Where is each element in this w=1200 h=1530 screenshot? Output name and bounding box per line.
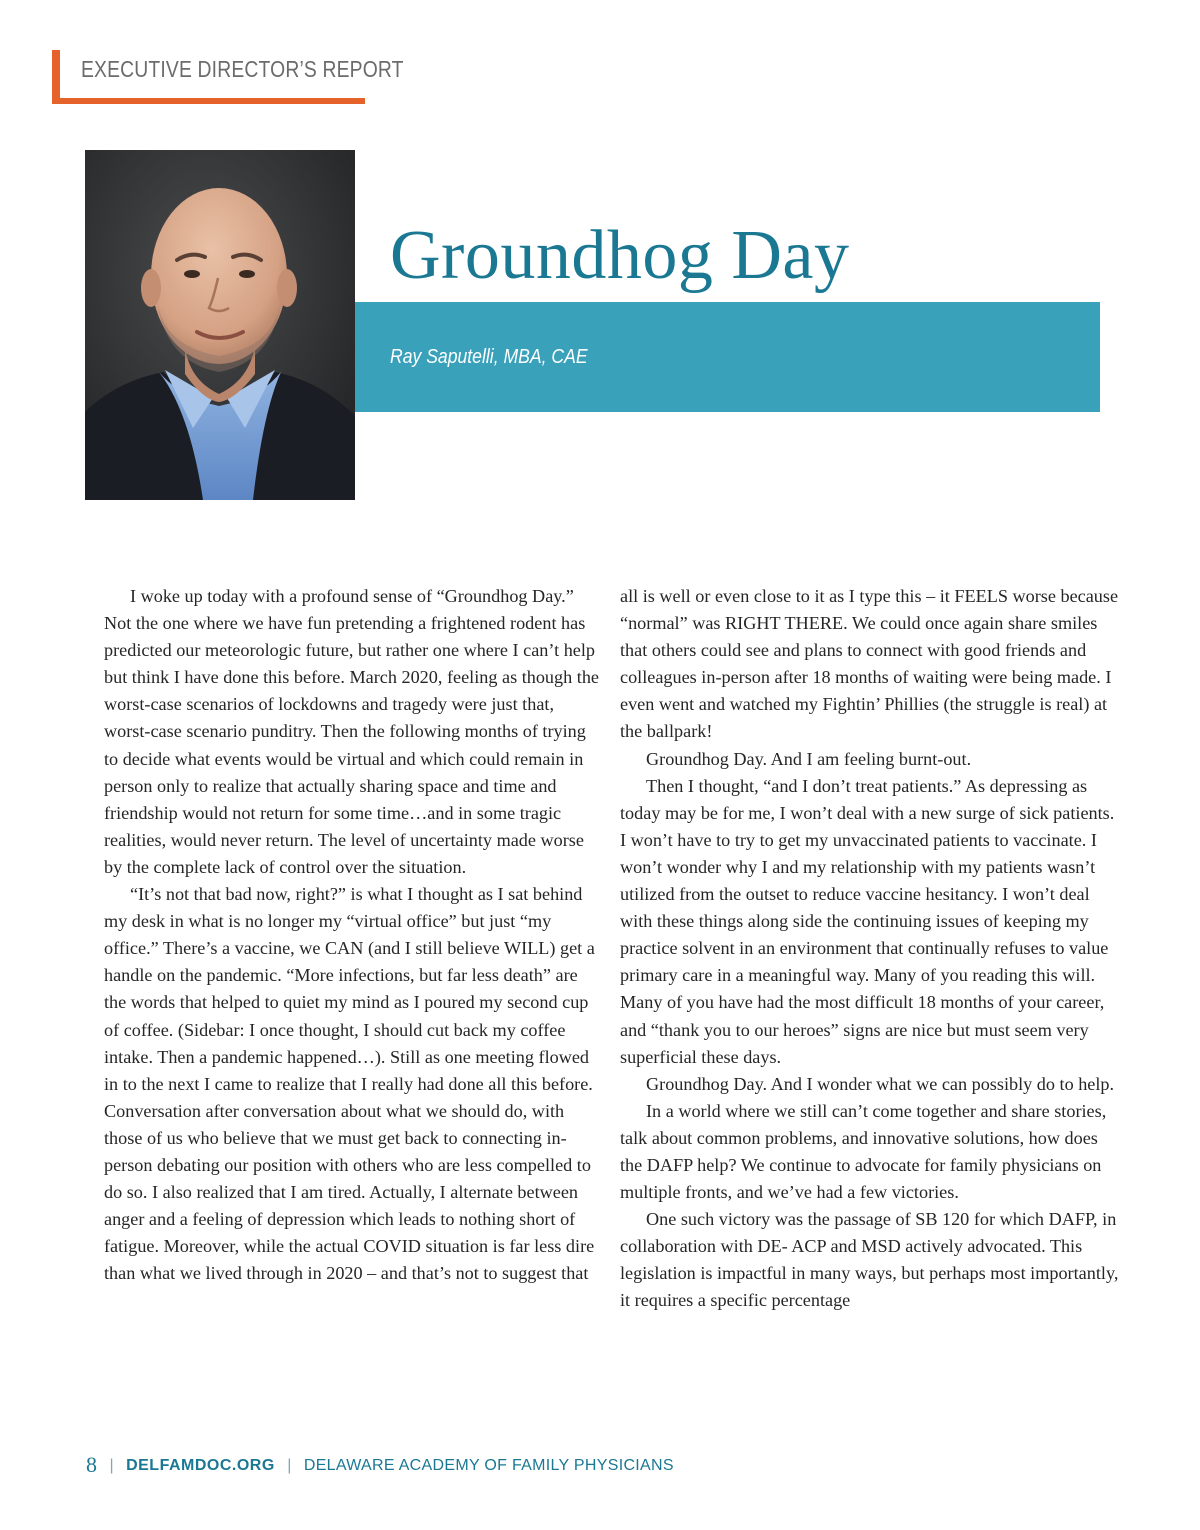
footer-organization: DELAWARE ACADEMY OF FAMILY PHYSICIANS bbox=[303, 1457, 674, 1474]
author-photo bbox=[85, 150, 355, 500]
body-paragraph: I woke up today with a profound sense of “Groundhog Day.” Not the one where we have fun pretending a frightened rodent has predicted our meteorologic future, but rather one where I can’t help but think I have done this before. March 2020, feeling as though the worst-case scenarios of lockdowns and tragedy were just that, worst-case scenario punditry. Then the following months of trying to decide what events would be virtual and which could remain in person only to realize that actually sharing space and time and friendship would not return for some time…and in some tragic realities, would never return. The level of uncertainty made worse by the complete lack of control over the situation. bbox=[104, 586, 599, 877]
article-column-right bbox=[620, 583, 1120, 1315]
page-footer bbox=[86, 1452, 674, 1478]
body-paragraph: Then I thought, “and I don’t treat patients.” As depressing as today may be for me, I won’t deal with a new surge of sick patients. I won’t have to try to get my unvaccinated patients to vaccinate. I won’t wonder why I and my relationship with my patients wasn’t utilized from the outset to reduce vaccine hesitancy. I won’t deal with these things along side the continuing issues of keeping my practice solvent in an environment that continually refuses to value primary care in a meaningful way. Many of you reading this will. Many of you have had the most difficult 18 months of your career, and “thank you to our heroes” signs are nice but must seem very superficial these days. bbox=[620, 775, 1115, 1067]
section-label-text: EXECUTIVE DIRECTOR’S REPORT bbox=[81, 56, 404, 82]
article-column-left bbox=[104, 583, 604, 1287]
body-paragraph: In a world where we still can’t come together and share stories, talk about common problems, and innovative solutions, how does the DAFP help? We continue to advocate for family physicians on multiple fronts, and we’ve had a few victories. bbox=[620, 1100, 1107, 1203]
footer-separator: | bbox=[287, 1457, 292, 1474]
author-byline: Ray Saputelli, MBA, CAE bbox=[390, 346, 588, 368]
footer-separator: | bbox=[109, 1457, 114, 1474]
body-paragraph: Groundhog Day. And I wonder what we can possibly do to help. bbox=[646, 1073, 1115, 1094]
footer-site-link[interactable]: DELFAMDOC.ORG bbox=[126, 1457, 275, 1474]
body-paragraph: all is well or even close to it as I type this – it FEELS worse because “normal” was RIGHT THERE. We could once again share smiles that others could see and plans to connect with good friends and colleagues in-person after 18 months of waiting were being made. I even went and watched my Fightin’ Phillies (the struggle is real) at the ballpark! bbox=[620, 586, 1119, 742]
page-number: 8 bbox=[86, 1452, 97, 1477]
section-label bbox=[52, 50, 404, 104]
body-paragraph: One such victory was the passage of SB 120 for which DAFP, in collaboration with DE- ACP and MSD actively advocated. This legislation is impactful in many ways, but perhaps most importantly, it requires a specific percentage bbox=[620, 1209, 1119, 1311]
body-paragraph: Groundhog Day. And I am feeling burnt-out. bbox=[646, 748, 972, 769]
article-title: Groundhog Day bbox=[390, 217, 850, 294]
byline-banner bbox=[355, 302, 1100, 412]
body-paragraph: “It’s not that bad now, right?” is what I thought as I sat behind my desk in what is no longer my “virtual office” but just “my office.” There’s a vaccine, we CAN (and I still believe WILL) get a handle on the pandemic. “More infections, but far less death” are the words that helped to quiet my mind as I poured my second cup of coffee. (Sidebar: I once thought, I should cut back my coffee intake. Then a pandemic happened…). Still as one meeting flowed in to the next I came to realize that I really had done all this before. Conversation after conversation about what we should do, with those of us who believe that we must get back to connecting in-person debating our position with others who are less compelled to do so. I also realized that I am tired. Actually, I alternate between anger and a feeling of depression which leads to nothing short of fatigue. Moreover, while the actual COVID situation is far less dire than what we lived through in 2020 – and that’s not to suggest that bbox=[104, 884, 595, 1284]
